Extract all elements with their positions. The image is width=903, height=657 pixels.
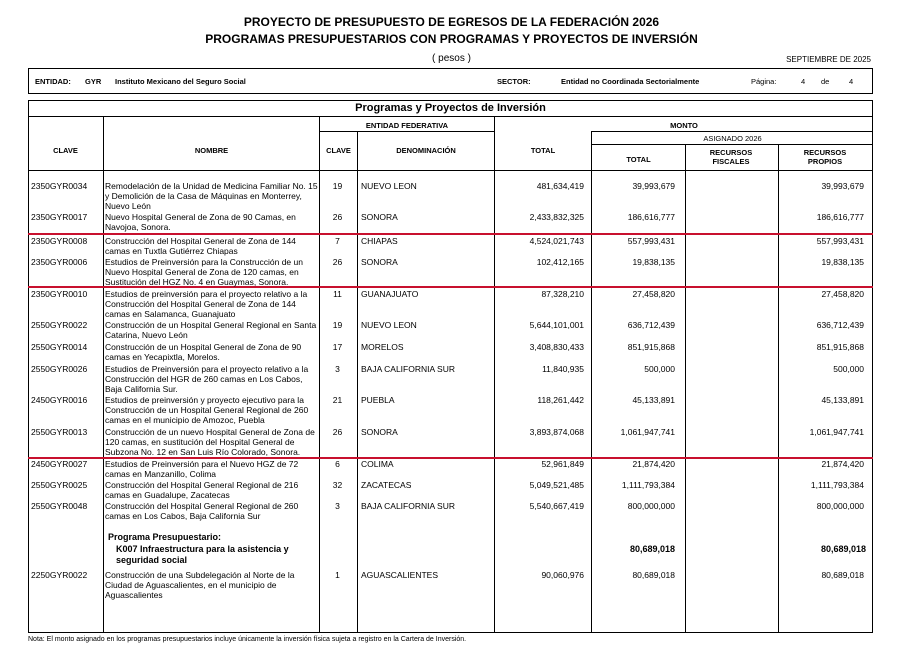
program-recursos-propios: 80,689,018: [820, 544, 866, 554]
row-clave: 2350GYR0008: [31, 236, 88, 246]
report-subtitle: PROGRAMAS PRESUPUESTARIOS CON PROGRAMAS Y PROYECTOS DE INVERSIÓN: [205, 32, 698, 46]
row-total: 87,328,210: [541, 289, 584, 299]
row-total: 90,060,976: [541, 570, 584, 580]
header-nombre: NOMBRE: [194, 146, 229, 155]
row-recursos-propios: 45,133,891: [821, 395, 864, 405]
row-clave-entidad: 17: [332, 342, 343, 352]
row-clave: 2350GYR0034: [31, 181, 88, 191]
row-clave: 2550GYR0026: [31, 364, 88, 374]
row-clave: 2550GYR0014: [31, 342, 88, 352]
row-clave-entidad: 26: [332, 427, 343, 437]
header-asignado: ASIGNADO 2026: [703, 134, 762, 143]
row-clave-entidad: 26: [332, 257, 343, 267]
column-divider: [103, 116, 104, 632]
page-label: Página:: [751, 77, 777, 86]
row-total: 5,049,521,485: [529, 480, 584, 490]
row-total: 3,408,830,433: [529, 342, 584, 352]
row-recursos-propios: 19,838,135: [821, 257, 864, 267]
column-divider: [591, 131, 592, 632]
row-clave: 2550GYR0025: [31, 480, 88, 490]
row-nombre: Construcción de un Hospital General de Zona de 90 camas en Yecapixtla, Morelos.: [105, 342, 302, 362]
header-line: [319, 131, 495, 132]
row-denominacion: MORELOS: [361, 342, 404, 352]
row-clave-entidad: 3: [335, 364, 340, 374]
header-entidad-federativa: ENTIDAD FEDERATIVA: [365, 121, 449, 130]
highlight-separator: [28, 233, 873, 235]
column-divider: [494, 116, 495, 632]
sector-name: Entidad no Coordinada Sectorialmente: [561, 77, 700, 86]
row-asignado-total: 80,689,018: [632, 570, 675, 580]
report-title: PROYECTO DE PRESUPUESTO DE EGRESOS DE LA FEDERACIÓN 2026: [243, 15, 660, 29]
row-asignado-total: 1,061,947,741: [620, 427, 675, 437]
header-asignado-total: TOTAL: [626, 155, 651, 164]
footnote: Nota: El monto asignado en los programas presupuestarios incluye únicamente la inversión física sujeta a registro en la Cartera de Inversión.: [28, 636, 467, 643]
header-line: [591, 144, 873, 145]
row-clave: 2550GYR0013: [31, 427, 88, 437]
report-date: SEPTIEMBRE DE 2025: [786, 55, 871, 64]
row-clave-entidad: 3: [335, 501, 340, 511]
currency-label: ( pesos ): [432, 53, 471, 64]
header-line: [28, 170, 873, 171]
row-nombre: Construcción de un nuevo Hospital General de Zona de 120 camas, en sustitución del Hospital General de Subzona No. 12 en San Luis Río Colorado, Sonora.: [105, 427, 315, 457]
row-clave: 2350GYR0017: [31, 212, 88, 222]
row-nombre: Construcción del Hospital General Regional de 260 camas en Los Cabos, Baja California Sur: [105, 501, 299, 521]
row-asignado-total: 500,000: [644, 364, 675, 374]
row-nombre: Estudios de Preinversión para la Construcción de un Nuevo Hospital General de Zona de 120 camas, en Sustitución del HGZ No. 4 en Guaymas, Sonora.: [105, 257, 303, 287]
row-clave: 2250GYR0022: [31, 570, 88, 580]
header-monto: MONTO: [670, 121, 698, 130]
header-line: [28, 116, 873, 117]
program-name: K007 Infraestructura para la asistencia y seguridad social: [116, 544, 289, 565]
row-denominacion: NUEVO LEON: [361, 320, 417, 330]
row-clave: 2350GYR0006: [31, 257, 88, 267]
row-asignado-total: 39,993,679: [632, 181, 675, 191]
row-recursos-propios: 21,874,420: [821, 459, 864, 469]
row-clave-entidad: 1: [335, 570, 340, 580]
row-total: 52,961,849: [541, 459, 584, 469]
row-clave-entidad: 26: [332, 212, 343, 222]
row-denominacion: SONORA: [361, 427, 398, 437]
row-total: 118,261,442: [537, 395, 584, 405]
row-recursos-propios: 500,000: [833, 364, 864, 374]
program-label: Programa Presupuestario:: [108, 532, 222, 542]
row-nombre: Remodelación de la Unidad de Medicina Familiar No. 15 y Demolición de la Casa de Máquinas en Monterrey, Nuevo León: [105, 181, 318, 211]
row-denominacion: SONORA: [361, 212, 398, 222]
row-asignado-total: 27,458,820: [632, 289, 675, 299]
header-clave-entidad: CLAVE: [326, 146, 351, 155]
row-clave: 2450GYR0016: [31, 395, 88, 405]
row-denominacion: SONORA: [361, 257, 398, 267]
row-recursos-propios: 39,993,679: [821, 181, 864, 191]
row-clave-entidad: 19: [332, 181, 343, 191]
row-denominacion: BAJA CALIFORNIA SUR: [361, 501, 455, 511]
row-clave: 2450GYR0027: [31, 459, 88, 469]
row-total: 11,840,935: [542, 364, 584, 374]
row-clave-entidad: 11: [333, 289, 342, 299]
page-total: 4: [849, 77, 854, 86]
header-denominacion: DENOMINACIÓN: [396, 146, 456, 155]
header-recursos-fiscales: RECURSOS FISCALES: [709, 148, 753, 166]
entity-header: [28, 68, 873, 94]
table-section-title: Programas y Proyectos de Inversión: [355, 102, 546, 114]
row-denominacion: NUEVO LEON: [361, 181, 417, 191]
row-clave-entidad: 32: [332, 480, 343, 490]
row-nombre: Construcción del Hospital General Regional de 216 camas en Guadalupe, Zacatecas: [105, 480, 299, 500]
row-asignado-total: 1,111,793,384: [621, 480, 675, 490]
row-clave: 2350GYR0010: [31, 289, 88, 299]
row-total: 4,524,021,743: [529, 236, 584, 246]
row-clave: 2550GYR0048: [31, 501, 88, 511]
row-total: 481,634,419: [536, 181, 584, 191]
row-total: 2,433,832,325: [529, 212, 584, 222]
row-recursos-propios: 636,712,439: [816, 320, 864, 330]
row-asignado-total: 851,915,868: [627, 342, 675, 352]
row-asignado-total: 800,000,000: [627, 501, 675, 511]
row-nombre: Estudios de Preinversión para el Nuevo HGZ de 72 camas en Manzanillo, Colima: [105, 459, 299, 479]
row-denominacion: CHIAPAS: [361, 236, 398, 246]
row-total: 3,893,874,068: [529, 427, 584, 437]
row-clave-entidad: 21: [332, 395, 343, 405]
sector-label: SECTOR:: [497, 77, 531, 86]
row-nombre: Estudios de Preinversión para el proyecto relativo a la Construcción del HGR de 260 camas en Los Cabos, Baja California Sur.: [105, 364, 309, 394]
row-denominacion: PUEBLA: [361, 395, 395, 405]
page-number: 4: [801, 77, 806, 86]
row-asignado-total: 636,712,439: [627, 320, 675, 330]
row-asignado-total: 21,874,420: [632, 459, 675, 469]
row-denominacion: ZACATECAS: [361, 480, 412, 490]
row-total: 5,540,667,419: [529, 501, 584, 511]
row-nombre: Nuevo Hospital General de Zona de 90 Camas, en Navojoa, Sonora.: [105, 212, 296, 232]
header-line: [591, 131, 873, 132]
row-asignado-total: 557,993,431: [627, 236, 675, 246]
row-recursos-propios: 27,458,820: [821, 289, 864, 299]
row-asignado-total: 19,838,135: [632, 257, 675, 267]
row-nombre: Construcción de un Hospital General Regional en Santa Catarina, Nuevo León: [105, 320, 317, 340]
row-clave-entidad: 19: [332, 320, 343, 330]
row-clave: 2550GYR0022: [31, 320, 88, 330]
row-nombre: Estudios de preinversión y proyecto ejecutivo para la Construcción de un Hospital General Regional de 260 camas en el municipio de Amozoc, Puebla: [105, 395, 309, 425]
row-clave-entidad: 7: [335, 236, 340, 246]
row-nombre: Construcción del Hospital General de Zona de 144 camas en Tuxtla Gutiérrez Chiapas: [105, 236, 296, 256]
row-recursos-propios: 1,061,947,741: [809, 427, 864, 437]
row-recursos-propios: 851,915,868: [816, 342, 864, 352]
row-total: 102,412,165: [536, 257, 584, 267]
row-denominacion: BAJA CALIFORNIA SUR: [361, 364, 455, 374]
column-divider: [685, 144, 686, 632]
row-recursos-propios: 800,000,000: [816, 501, 864, 511]
column-divider: [357, 131, 358, 632]
row-total: 5,644,101,001: [529, 320, 584, 330]
header-total: TOTAL: [530, 146, 556, 155]
row-clave-entidad: 6: [335, 459, 340, 469]
program-asignado-total: 80,689,018: [629, 544, 675, 554]
row-recursos-propios: 557,993,431: [816, 236, 864, 246]
row-nombre: Estudios de preinversión para el proyecto relativo a la Construcción del Hospital General de Zona de 144 camas en Salamanca, Guanajuato: [105, 289, 308, 319]
entity-label: ENTIDAD:: [35, 77, 71, 86]
row-denominacion: AGUASCALIENTES: [361, 570, 438, 580]
page-of-label: de: [821, 77, 830, 86]
entity-code: GYR: [85, 77, 102, 86]
row-denominacion: COLIMA: [361, 459, 394, 469]
row-recursos-propios: 80,689,018: [821, 570, 864, 580]
row-asignado-total: 45,133,891: [632, 395, 675, 405]
row-denominacion: GUANAJUATO: [361, 289, 419, 299]
row-recursos-propios: 186,616,777: [816, 212, 864, 222]
row-asignado-total: 186,616,777: [627, 212, 675, 222]
row-nombre: Construcción de una Subdelegación al Norte de la Ciudad de Aguascalientes, en el municipio de Aguascalientes: [105, 570, 295, 600]
row-recursos-propios: 1,111,793,384: [810, 480, 864, 490]
header-clave: CLAVE: [53, 146, 78, 155]
entity-name: Instituto Mexicano del Seguro Social: [115, 77, 246, 86]
header-recursos-propios: RECURSOS PROPIOS: [803, 148, 847, 166]
